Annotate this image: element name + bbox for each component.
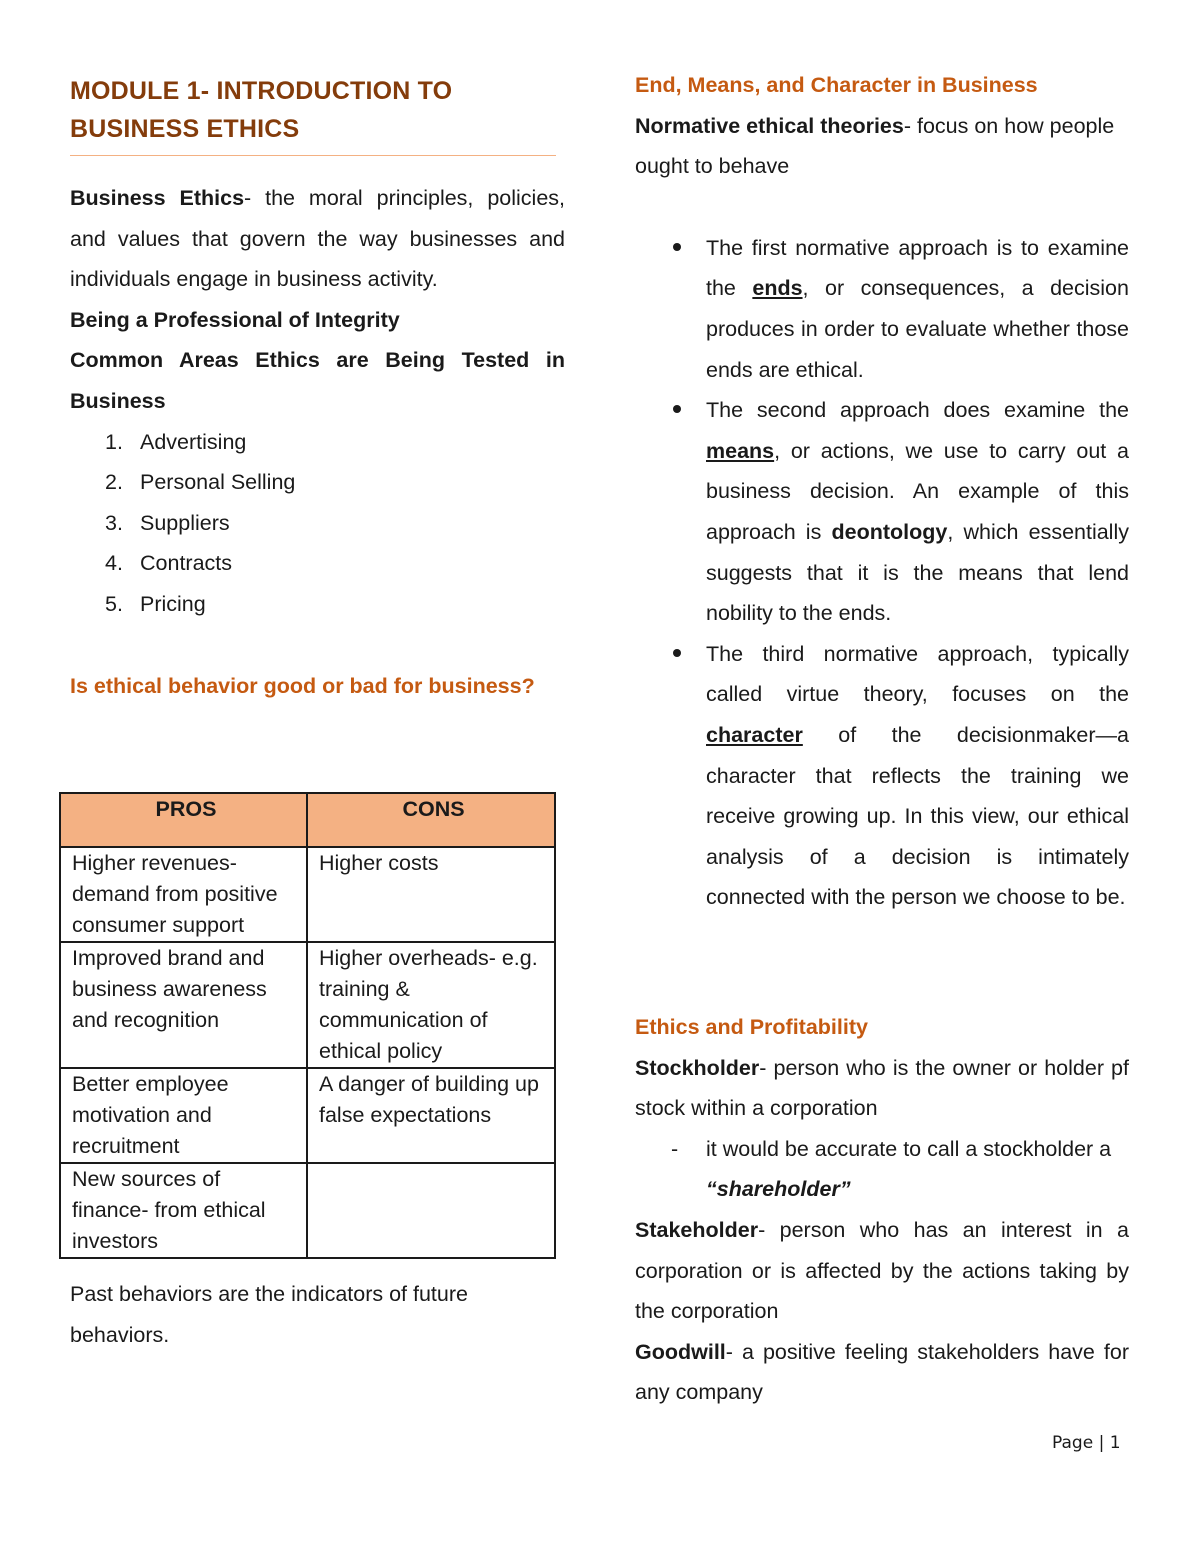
list-item: 4. Contracts — [105, 551, 233, 576]
list-item: The third normative approach, typically called virtue theory, focuses on the character of the decisionmaker—a character that reflects the training we receive growing up. In this view, our ethical analysis of a decision is intimately connected with the person we choose to be. — [635, 634, 1129, 918]
con-cell — [307, 1163, 555, 1258]
stockholder-definition: Stockholder- person who is the owner or holder pf stock within a corporation — [635, 1055, 1129, 1121]
table-row — [60, 847, 555, 942]
list-item: 2. Personal Selling — [105, 470, 296, 495]
con-cell: A danger of building up false expectations — [307, 1068, 555, 1163]
normative-term: Normative ethical theories — [635, 113, 904, 138]
common-areas-heading: Common Areas Ethics are Being Tested in Business — [70, 348, 565, 413]
profitability-heading: Ethics and Profitability — [635, 1015, 868, 1039]
shareholder-note: - it would be accurate to call a stockholder a “shareholder” — [671, 1136, 1112, 1202]
table-row — [60, 942, 555, 1068]
normative-def: - focus on how people ought to behave — [635, 113, 1115, 179]
closing-text: Past behaviors are the indicators of future behaviors. — [70, 1282, 468, 1347]
goodwill-definition: Goodwill- a positive feeling stakeholders have for any company — [635, 1339, 1129, 1405]
module-title: MODULE 1- INTRODUCTION TO BUSINESS ETHICS — [70, 77, 453, 143]
bullet-icon — [673, 649, 681, 657]
areas-list — [70, 422, 565, 625]
bullet-icon — [673, 243, 681, 251]
list-item: The second approach does examine the means, or actions, we use to carry out a business decision. An example of this approach is deontology, which essentially suggests that it is the means that lend nobility to the ends. — [635, 390, 1129, 634]
page-number: Page | 1 — [1052, 1433, 1121, 1453]
profitability-section — [635, 1007, 1129, 1413]
business-ethics-definition — [70, 178, 565, 300]
pros-cons-table — [59, 792, 556, 1259]
list-item: 3. Suppliers — [105, 510, 230, 535]
question-heading: Is ethical behavior good or bad for business? — [70, 673, 535, 698]
list-item: 1. Advertising — [105, 429, 247, 454]
right-body — [635, 65, 1129, 918]
business-ethics-term: Business Ethics — [70, 186, 245, 210]
stakeholder-definition: Stakeholder- person who has an interest in a corporation or is affected by the actions taking by the corporation — [635, 1217, 1129, 1324]
cons-header: CONS — [307, 793, 555, 847]
normative-definition — [635, 106, 1129, 187]
pro-cell: Better employee motivation and recruitment — [60, 1068, 307, 1163]
list-item: 5. Pricing — [105, 591, 206, 616]
professional-heading: Being a Professional of Integrity — [70, 307, 400, 332]
pro-cell: Improved brand and business awareness and recognition — [60, 942, 307, 1068]
list-item: The first normative approach is to examine the ends, or consequences, a decision produces in order to evaluate whether those ends are ethical. — [635, 228, 1129, 390]
title-divider — [70, 155, 556, 156]
table-row — [60, 1163, 555, 1258]
left-body — [70, 178, 565, 706]
table-row — [60, 1068, 555, 1163]
pros-header: PROS — [60, 793, 307, 847]
approaches-list — [635, 228, 1129, 918]
pro-cell: Higher revenues- demand from positive consumer support — [60, 847, 307, 942]
pro-cell: New sources of finance- from ethical investors — [60, 1163, 307, 1258]
con-cell: Higher costs — [307, 847, 555, 942]
business-ethics-def: - the moral principles, policies, and values that govern the way businesses and individuals engage in business activity. — [70, 186, 566, 292]
end-means-heading: End, Means, and Character in Business — [635, 73, 1038, 97]
bullet-icon — [673, 405, 681, 413]
con-cell: Higher overheads- e.g. training & communication of ethical policy — [307, 942, 555, 1068]
